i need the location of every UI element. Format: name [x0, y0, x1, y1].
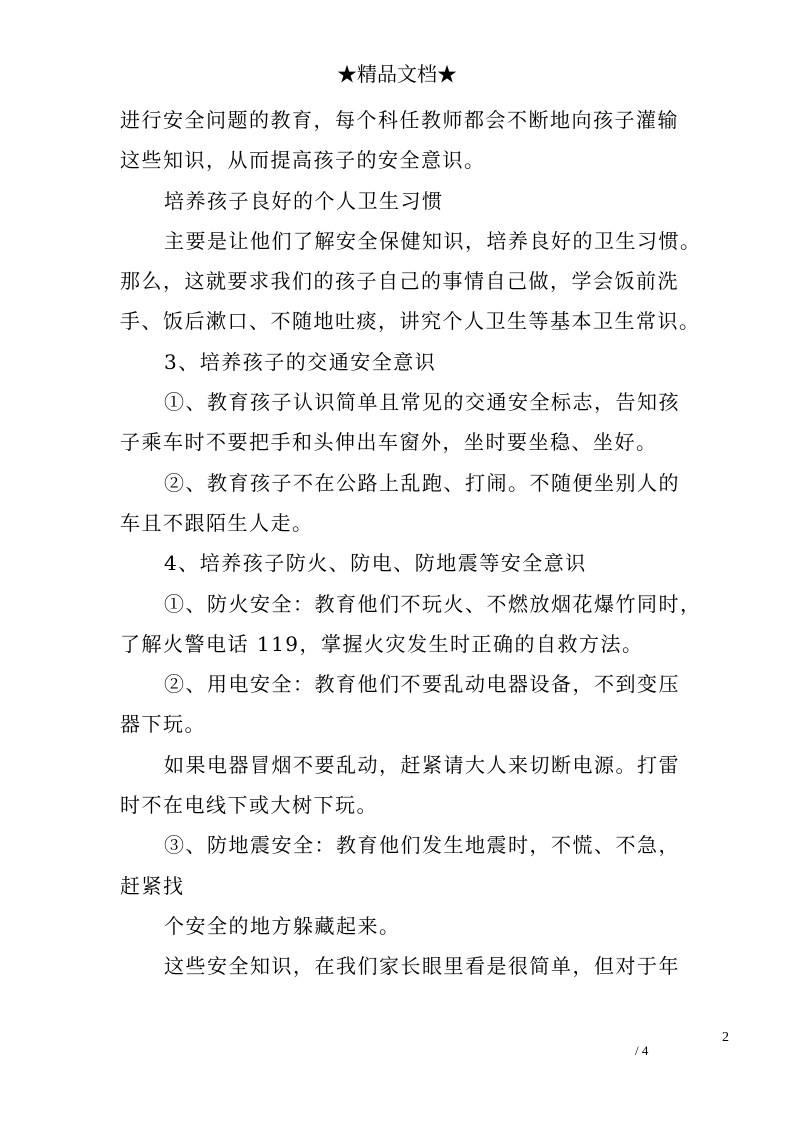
text-line: 器下玩。 [120, 712, 206, 737]
text-line: 进行安全问题的教育，每个科任教师都会不断地向孩子灌输 [120, 108, 679, 132]
text-line: 3、培养孩子的交通安全意识 [164, 349, 437, 374]
text-line: 子乘车时不要把手和头伸出车窗外，坐时要坐稳、坐好。 [120, 430, 658, 455]
text-line: ②、用电安全：教育他们不要乱动电器设备，不到变压 [164, 672, 680, 697]
text-line: 这些知识，从而提高孩子的安全意识。 [120, 148, 486, 173]
text-line: 车且不跟陌生人走。 [120, 510, 314, 535]
text-line: 主要是让他们了解安全保健知识，培养良好的卫生习惯。 [164, 228, 702, 253]
text-line: ②、教育孩子不在公路上乱跑、打闹。不随便坐别人的 [164, 470, 680, 495]
text-line: 4、培养孩子防火、防电、防地震等安全意识 [164, 551, 587, 576]
text-line: 这些安全知识，在我们家长眼里看是很简单，但对于年 [164, 954, 680, 979]
page-number: 2 [722, 1030, 729, 1045]
text-line: ③、防地震安全：教育他们发生地震时，不慌、不急， [164, 833, 680, 858]
text-line: 了解火警电话 119，掌握火灾发生时正确的自救方法。 [120, 631, 644, 656]
text-line: ①、防火安全：教育他们不玩火、不燃放烟花爆竹同时， [164, 591, 702, 616]
document-header: ★精品文档★ [337, 62, 457, 86]
text-line: 那么，这就要求我们的孩子自己的事情自己做，学会饭前洗 [120, 269, 679, 294]
text-line: 手、饭后漱口、不随地吐痰，讲究个人卫生等基本卫生常识。 [120, 309, 701, 334]
document-body [120, 100, 702, 987]
text-line: 培养孩子良好的个人卫生习惯 [164, 188, 444, 213]
text-line: 如果电器冒烟不要乱动，赶紧请大人来切断电源。打雷 [164, 752, 680, 777]
text-line: ①、教育孩子认识简单且常见的交通安全标志，告知孩 [164, 390, 680, 415]
text-line: 赶紧找 [120, 873, 185, 898]
page-total: / 4 [635, 1043, 649, 1058]
text-line: 时不在电线下或大树下玩。 [120, 793, 378, 818]
text-line: 个安全的地方躲藏起来。 [164, 913, 401, 938]
